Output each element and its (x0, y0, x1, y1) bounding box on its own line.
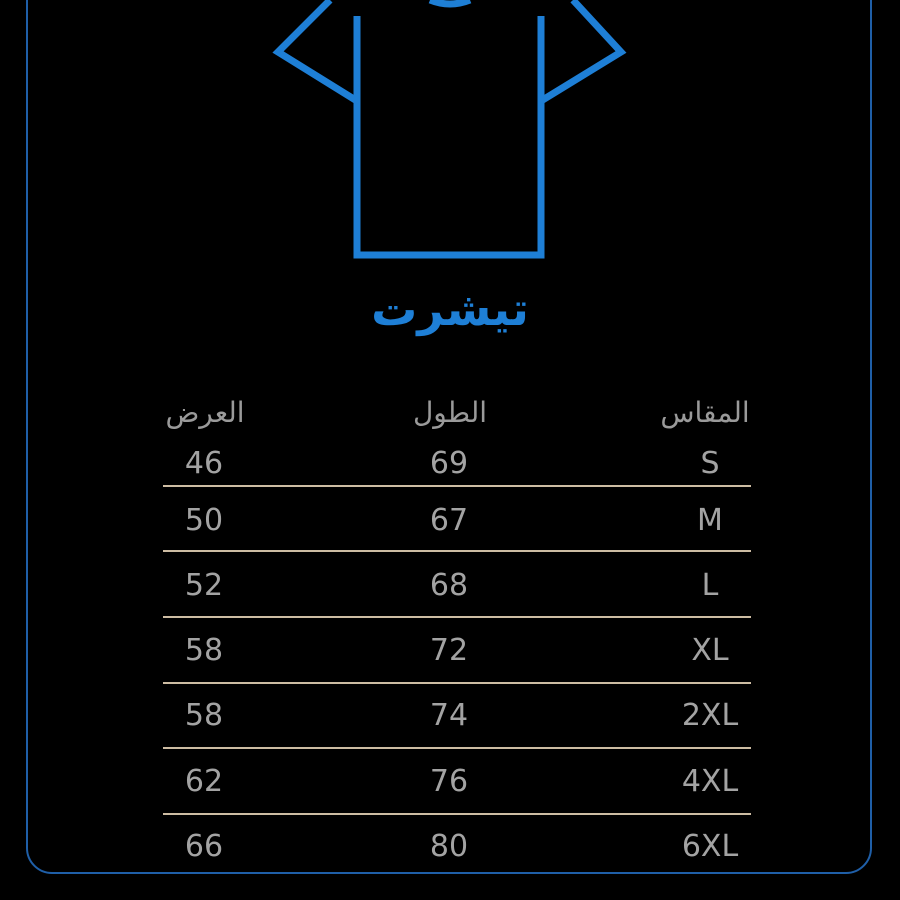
product-title: تيشرت (371, 282, 529, 336)
row-divider (163, 616, 751, 618)
cell-size: S (700, 446, 720, 481)
row-divider (163, 682, 751, 684)
header-size: المقاس (660, 396, 750, 429)
cell-width: 66 (184, 829, 224, 864)
cell-length: 72 (429, 633, 469, 668)
cell-width: 62 (184, 764, 224, 799)
cell-size: M (697, 503, 723, 538)
cell-width: 52 (184, 568, 224, 603)
cell-length: 69 (429, 446, 469, 481)
row-divider (163, 747, 751, 749)
row-divider (163, 485, 751, 487)
row-divider (163, 550, 751, 552)
cell-length: 80 (429, 829, 469, 864)
header-width: العرض (165, 396, 245, 429)
cell-size: 6XL (681, 829, 739, 864)
cell-length: 68 (429, 568, 469, 603)
cell-length: 74 (429, 698, 469, 733)
cell-length: 67 (429, 503, 469, 538)
cell-width: 58 (184, 698, 224, 733)
cell-length: 76 (429, 764, 469, 799)
header-length: الطول (412, 396, 488, 429)
tshirt-icon (0, 0, 900, 270)
cell-size: XL (691, 633, 729, 668)
cell-width: 50 (184, 503, 224, 538)
row-divider (163, 813, 751, 815)
cell-size: L (701, 568, 719, 603)
cell-width: 58 (184, 633, 224, 668)
cell-size: 4XL (681, 764, 739, 799)
cell-size: 2XL (681, 698, 739, 733)
cell-width: 46 (184, 446, 224, 481)
